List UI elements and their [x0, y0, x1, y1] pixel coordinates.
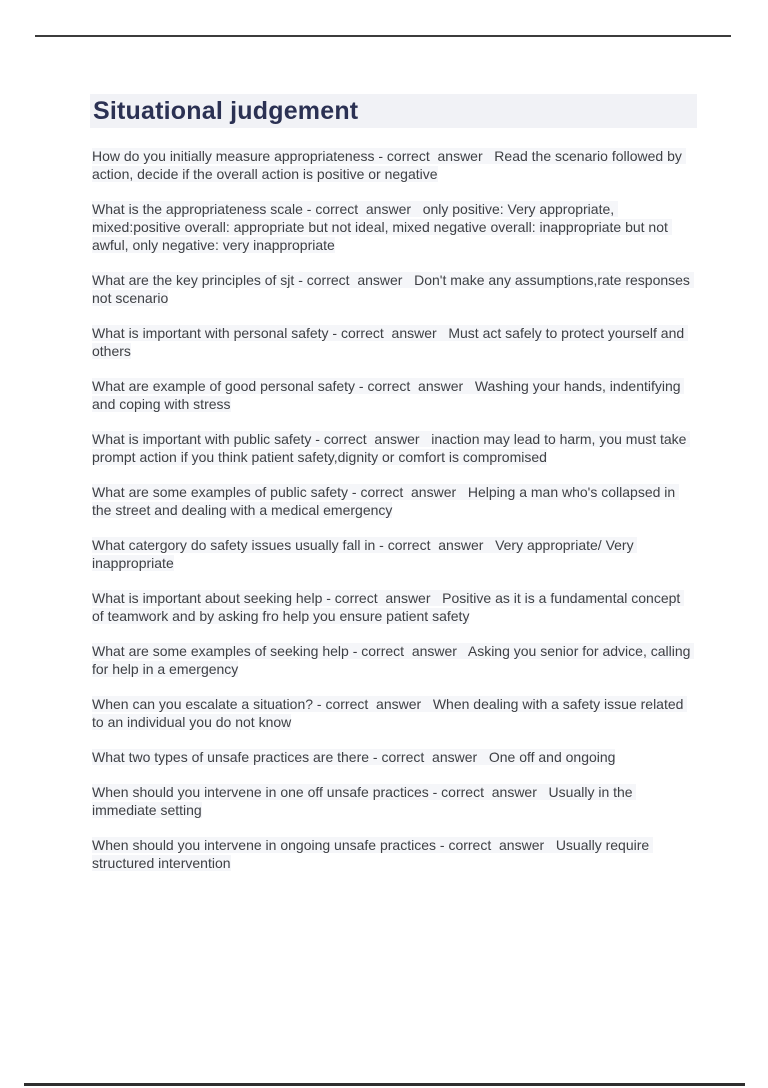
qa-answer: Very appropriate/ Very inappropriate [92, 537, 638, 571]
qa-item [92, 836, 693, 872]
qa-separator: - correct answer [355, 378, 475, 394]
qa-answer: Usually in the immediate setting [92, 784, 637, 818]
qa-question: What catergory do safety issues usually fall in [92, 537, 376, 553]
qa-question: How do you initially measure appropriateness [92, 148, 375, 164]
qa-question: When should you intervene in ongoing unsafe practices [92, 837, 436, 853]
qa-text-highlight [92, 378, 684, 412]
qa-answer: Positive as it is a fundamental concept of teamwork and by asking fro help you ensure patient safety [92, 590, 685, 624]
qa-separator: - correct answer [375, 537, 496, 553]
qa-question: When should you intervene in one off unsafe practices [92, 784, 429, 800]
qa-question: What are example of good personal safety [92, 378, 356, 394]
qa-question: When can you escalate a situation? [92, 696, 314, 712]
qa-question: What is important with public safety [92, 431, 312, 447]
qa-text-highlight [92, 590, 684, 624]
qa-separator: - correct answer [374, 148, 495, 164]
qa-answer: Usually require structured intervention [92, 837, 654, 871]
qa-text-highlight [92, 784, 636, 818]
qa-separator: - correct answer [294, 272, 415, 288]
qa-text-highlight [92, 696, 687, 730]
qa-answer: One off and ongoing [488, 749, 616, 765]
qa-item [92, 748, 693, 766]
qa-question: What are the key principles of sjt [92, 272, 295, 288]
qa-text-highlight [92, 484, 679, 518]
qa-item [92, 271, 693, 307]
qa-item [92, 147, 693, 183]
qa-answer: Read the scenario followed by action, decide if the overall action is positive or negative [92, 148, 686, 182]
qa-separator: - correct answer [436, 837, 556, 853]
qa-text-highlight [92, 643, 694, 677]
qa-item [92, 536, 693, 572]
top-border-line [35, 35, 731, 37]
qa-answer: Washing your hands, indentifying and coping with stress [92, 378, 685, 412]
qa-text-highlight [92, 325, 688, 359]
qa-item [92, 783, 693, 819]
qa-text-highlight [92, 272, 694, 306]
qa-question: What are some examples of seeking help [92, 643, 349, 659]
qa-answer: only positive: Very appropriate, mixed:positive overall: appropriate but not ideal, mixed negative overall: inappropriate but not awful, only negative: very inappropriate [92, 201, 672, 253]
qa-separator: - correct answer [313, 696, 433, 712]
qa-item [92, 695, 693, 731]
qa-separator: - correct answer [348, 643, 468, 659]
qa-answer: When dealing with a safety issue related to an individual you do not know [92, 696, 688, 730]
qa-text-highlight [92, 201, 672, 253]
qa-item [92, 377, 693, 413]
qa-text-highlight [92, 537, 637, 571]
bottom-border-line [24, 1083, 745, 1086]
qa-text-highlight [92, 749, 615, 765]
qa-item [92, 430, 693, 466]
qa-separator: - correct answer [369, 749, 489, 765]
qa-separator: - correct answer [302, 201, 423, 217]
qa-separator: - correct answer [348, 484, 468, 500]
qa-answer: Must act safely to protect yourself and others [92, 325, 689, 359]
qa-separator: - correct answer [311, 431, 432, 447]
qa-question: What is the appropriateness scale [92, 201, 303, 217]
qa-answer: Helping a man who's collapsed in the street and dealing with a medical emergency [92, 484, 680, 518]
qa-list [92, 147, 693, 889]
qa-text-highlight [92, 431, 690, 465]
qa-answer: Don't make any assumptions,rate responses not scenario [92, 272, 694, 306]
qa-separator: - correct answer [328, 325, 449, 341]
qa-item [92, 589, 693, 625]
qa-text-highlight [92, 837, 653, 871]
qa-separator: - correct answer [428, 784, 549, 800]
qa-answer: Asking you senior for advice, calling for help in a emergency [92, 643, 695, 677]
page-title: Situational judgement [90, 94, 697, 128]
qa-question: What is important with personal safety [92, 325, 329, 341]
qa-item [92, 642, 693, 678]
qa-item [92, 200, 693, 254]
qa-question: What is important about seeking help [92, 590, 323, 606]
qa-item [92, 483, 693, 519]
qa-question: What two types of unsafe practices are there [92, 749, 370, 765]
qa-text-highlight [92, 148, 686, 182]
qa-answer: inaction may lead to harm, you must take prompt action if you think patient safety,dignity or comfort is compromised [92, 431, 691, 465]
qa-separator: - correct answer [322, 590, 443, 606]
qa-question: What are some examples of public safety [92, 484, 349, 500]
qa-item [92, 324, 693, 360]
